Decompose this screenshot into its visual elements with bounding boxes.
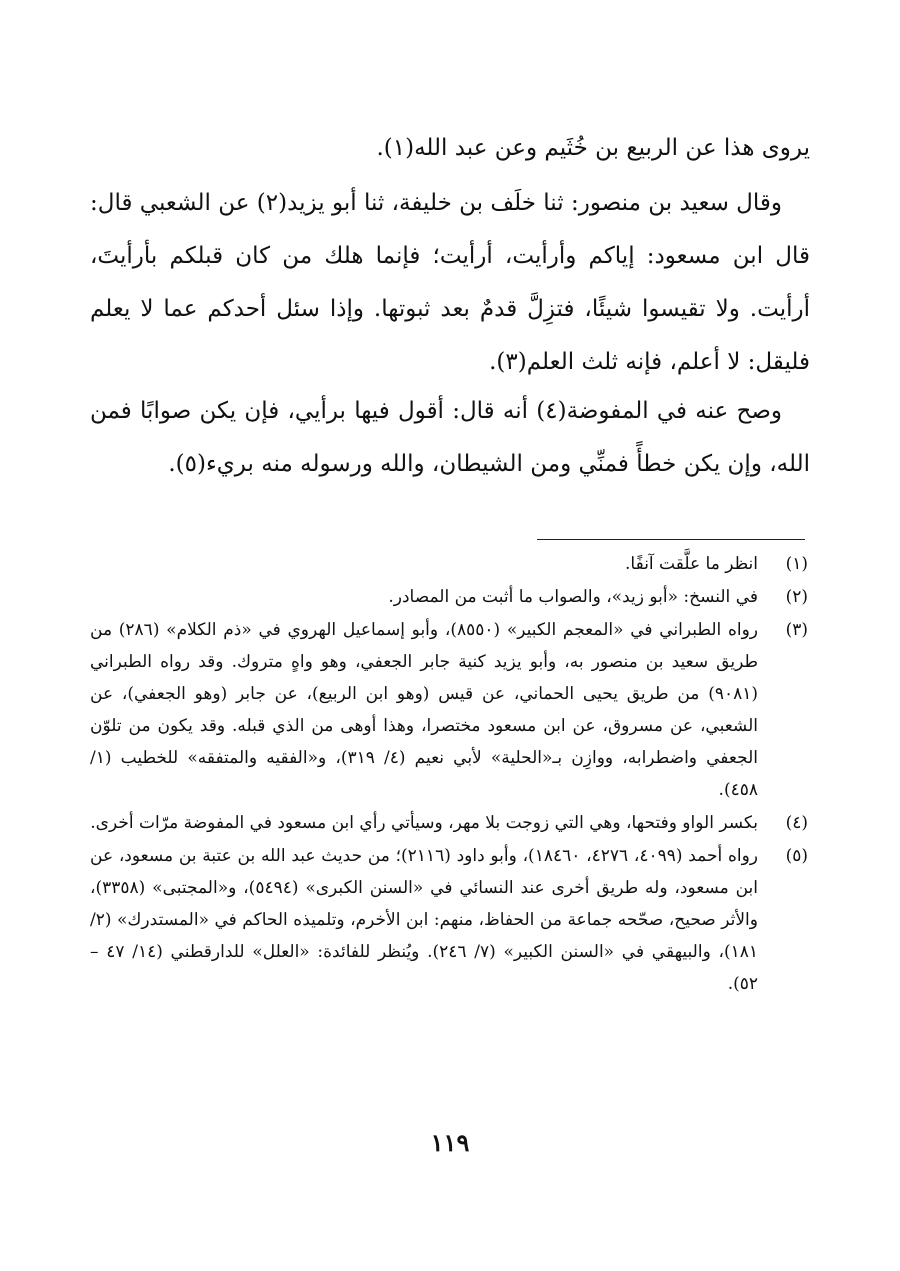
footnote-number: (٤) xyxy=(785,813,808,833)
footnote-number: (٥) xyxy=(785,846,808,866)
footnote-text: رواه الطبراني في «المعجم الكبير» (٨٥٥٠)، وأبو إسماعيل الهروي في «ذم الكلام» (٢٨٦) من طريق سعيد بن منصور به، وأبو يزيد كنية جابر الجعفي، وهو واهٍ متروك. وقد رواه الطبراني (٩٠٨١) من طريق يحيى الحماني، عن قيس (وهو ابن الربيع)، عن جابر (وهو الجعفي)، عن الشعبي، عن مسروق، عن ابن مسعود مختصرا، وهذا أوهى من الذي قبله. وقد يكون من تلوّن الجعفي واضطرابه، ووازِن بـ«الحلية» لأبي نعيم (٤/ ٣١٩)، و«الفقيه والمتفقه» للخطيب (١/ ٤٥٨). xyxy=(90,620,758,800)
footnote-4 xyxy=(90,807,808,839)
footnote-2 xyxy=(90,581,808,613)
footnote-number: (٣) xyxy=(785,620,808,640)
footnote-number: (٢) xyxy=(785,587,808,607)
paragraph-3: وصح عنه في المفوضة(٤) أنه قال: أقول فيها برأيي، فإن يكن صوابًا فمن الله، وإن يكن خطأً فمنِّي ومن الشيطان، والله ورسوله منه بريء(٥). xyxy=(90,398,810,477)
footnote-number: (١) xyxy=(785,554,808,574)
paragraph-2: وقال سعيد بن منصور: ثنا خلَف بن خليفة، ثنا أبو يزيد(٢) عن الشعبي قال: قال ابن مسعود: إياكم وأرأيت، أرأيت؛ فإنما هلك من كان قبلكم بأرأيتَ، أرأيت. ولا تقيسوا شيئًا، فتزِلَّ قدمٌ بعد ثبوتها. وإذا سئل أحدكم عما لا يعلم فليقل: لا أعلم، فإنه ثلث العلم(٣). xyxy=(90,190,810,375)
footnotes xyxy=(90,548,808,1001)
page-number: ١١٩ xyxy=(430,1128,470,1157)
footnote-3 xyxy=(90,614,808,806)
footnote-5 xyxy=(90,840,808,1000)
footnote-text: انظر ما علَّقت آنفًا. xyxy=(625,554,758,574)
footnote-1 xyxy=(90,548,808,580)
footnote-text: رواه أحمد (٤٠٩٩، ٤٢٧٦، ١٨٤٦٠)، وأبو داود (٢١١٦)؛ من حديث عبد الله بن عتبة بن مسعود، عن ابن مسعود، وله طريق أخرى عند النسائي في «السنن الكبرى» (٥٤٩٤)، و«المجتبى» (٣٣٥٨)، والأثر صحيح، صحّحه جماعة من الحفاظ، منهم: ابن الأخرم، وتلميذه الحاكم في «المستدرك» (٢/ ١٨١)، والبيهقي في «السنن الكبير» (٧/ ٢٤٦). ويُنظر للفائدة: «العلل» للدارقطني (١٤/ ٤٧ – ٥٢). xyxy=(90,846,759,994)
footnote-separator xyxy=(537,539,805,540)
footnote-text: بكسر الواو وفتحها، وهي التي زوجت بلا مهر، وسيأتي رأي ابن مسعود في المفوضة مرّات أخرى. xyxy=(90,813,758,833)
footnote-text: في النسخ: «أبو زيد»، والصواب ما أثبت من المصادر. xyxy=(388,587,758,607)
paragraph-1: يروى هذا عن الربيع بن خُثَيم وعن عبد الله(١). xyxy=(376,135,810,161)
